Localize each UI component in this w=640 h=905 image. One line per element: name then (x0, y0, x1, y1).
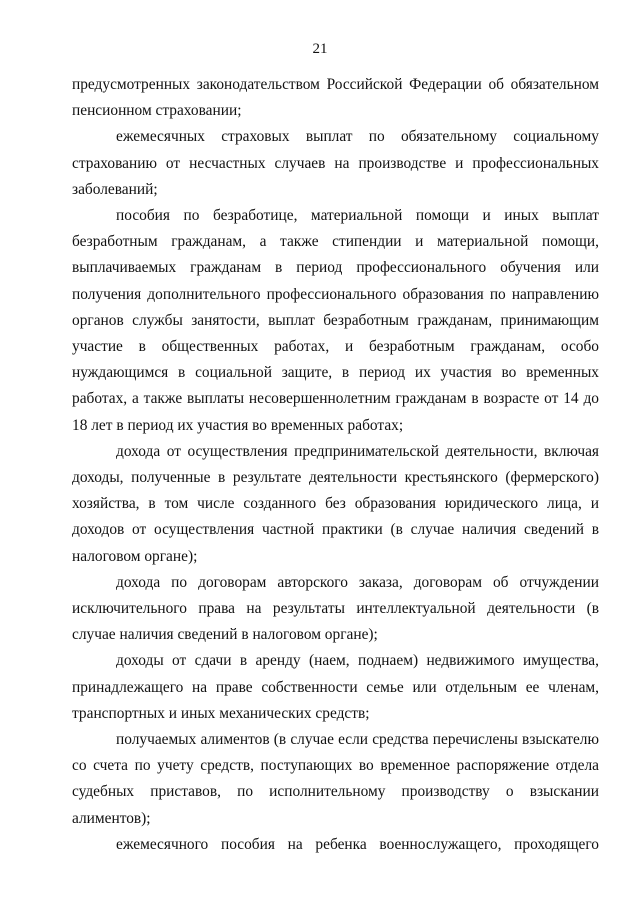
document-body (72, 72, 599, 858)
paragraph-pension-insurance: предусмотренных законодательством Российской Федерации об обязательном пенсионном страховании; (72, 76, 599, 120)
paragraph-author-contracts: дохода по договорам авторского заказа, договорам об отчуждении исключительного права на результаты интеллектуальной деятельности (в случае наличия сведений в налоговом органе); (72, 573, 599, 644)
paragraph-alimony: получаемых алиментов (в случае если средства перечислены взыскателю со счета по учету средств, поступающих во временное распоряжение отдела судебных приставов, по исполнительному производству о взыскании алиментов); (72, 731, 599, 827)
paragraph-rental-income: доходы от сдачи в аренду (наем, поднаем) недвижимого имущества, принадлежащего на праве собственности семье или отдельным ее членам, транспортных и иных механических средств; (72, 652, 599, 722)
page-number: 21 (312, 41, 328, 57)
paragraph-unemployment-benefits: пособия по безработице, материальной помощи и иных выплат безработным гражданам, а также стипендии и материальной помощи, выплачиваемых гражданам в период профессионального обучения или получения дополнительного профессионального образования по направлению органов службы занятости, выплат безработным гражданам, принимающим участие в общественных работах, и безработным гражданам, особо нуждающимся в социальной защите, в период их участия во временных работах, а также выплаты несовершеннолетним гражданам в возрасте от 14 до 18 лет в период их участия во временных работах; (72, 207, 599, 434)
paragraph-insurance-payments: ежемесячных страховых выплат по обязательному социальному страхованию от несчастных случаев на производстве и профессиональных заболеваний; (72, 128, 599, 198)
paragraph-business-income: дохода от осуществления предпринимательской деятельности, включая доходы, полученные в результате деятельности крестьянского (фермерского) хозяйства, в том числе созданного без образования юридического лица, и доходов от осуществления частной практики (в случае наличия сведений в налоговом органе); (72, 442, 599, 565)
paragraph-military-child-allowance: ежемесячного пособия на ребенка военнослужащего, проходящего (116, 835, 599, 853)
